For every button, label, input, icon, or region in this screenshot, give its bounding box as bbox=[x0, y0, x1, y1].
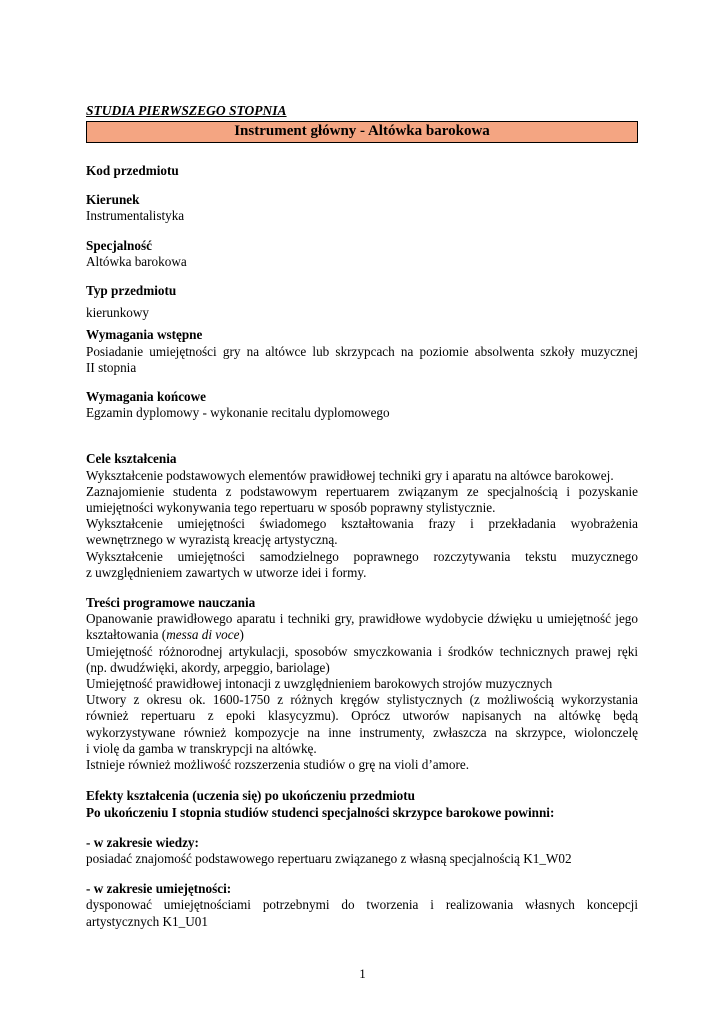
tresci-p4a: Utwory z okresu ok. 1600-1750 z różnych kręgów stylistycznych (z możliwością wykorzystania bbox=[86, 692, 638, 708]
efekty-label2: Po ukończeniu I stopnia studiów studenci specjalności skrzypce barokowe powinni: bbox=[86, 804, 555, 820]
tresci-p4b: również repertuaru z epoki klasycyzmu). Oprócz utworów napisanych na altówkę będą bbox=[86, 708, 638, 724]
tresci-p2a: Umiejętność różnorodnej artykulacji, sposobów smyczkowania i środków technicznych prawej ręki bbox=[86, 643, 638, 659]
specjalnosc-value: Altówka barokowa bbox=[86, 253, 187, 269]
wiedza-text: posiadać znajomość podstawowego repertuaru związanego z własną specjalnością K1_W02 bbox=[86, 850, 572, 866]
cele-p4b: z uwzględnieniem zawartych w utworze idei i formy. bbox=[86, 564, 367, 580]
field-wymagania-wstepne bbox=[86, 327, 638, 376]
wymagania-wstepne-line2: II stopnia bbox=[86, 359, 137, 375]
tresci-p4d: i violę da gamba w transkrypcji na altówkę. bbox=[86, 740, 317, 756]
field-specjalnosc bbox=[86, 238, 638, 270]
tresci-p5: Istnieje również możliwość rozszerzenia studiów o grę na violi d’amore. bbox=[86, 757, 470, 773]
efekty-label1: Efekty kształcenia (uczenia się) po ukończeniu przedmiotu bbox=[86, 788, 415, 804]
course-title: Instrument główny - Altówka barokowa bbox=[86, 121, 638, 143]
document-page bbox=[86, 103, 638, 930]
wiedza-label: - w zakresie wiedzy: bbox=[86, 834, 199, 850]
section-tresci bbox=[86, 595, 638, 773]
umiejetnosci-label: - w zakresie umiejętności: bbox=[86, 881, 232, 897]
umiejetnosci-b: artystycznych K1_U01 bbox=[86, 913, 208, 929]
field-kierunek bbox=[86, 192, 638, 224]
field-wymagania-koncowe bbox=[86, 389, 638, 421]
cele-p3b: wewnętrznego w wyrazistą kreację artystyczną. bbox=[86, 532, 338, 548]
cele-label: Cele kształcenia bbox=[86, 451, 177, 467]
cele-p2b: umiejętności wykonywania tego repertuaru w sposób poprawny stylistycznie. bbox=[86, 500, 496, 516]
tresci-p1b bbox=[86, 627, 638, 643]
page-number: 1 bbox=[359, 966, 366, 981]
kierunek-label: Kierunek bbox=[86, 192, 140, 208]
tresci-p2b: (np. dwudźwięki, akordy, arpeggio, bariolage) bbox=[86, 659, 330, 675]
section-efekty bbox=[86, 788, 638, 929]
wymagania-wstepne-line1: Posiadanie umiejętności gry na altówce lub skrzypcach na poziomie absolwenta szkoły muzycznej bbox=[86, 343, 638, 359]
section-cele bbox=[86, 451, 638, 581]
tresci-p1b-post: ) bbox=[239, 627, 244, 643]
wymagania-koncowe-label: Wymagania końcowe bbox=[86, 389, 207, 405]
cele-p1: Wykształcenie podstawowych elementów prawidłowej techniki gry i aparatu na altówce barokowej. bbox=[86, 467, 614, 483]
cele-p4a: Wykształcenie umiejętności samodzielnego poprawnego rozczytywania tekstu muzycznego bbox=[86, 548, 638, 564]
tresci-p1a: Opanowanie prawidłowego aparatu i techniki gry, prawidłowe wydobycie dźwięku u umiejętność jego bbox=[86, 611, 638, 627]
typ-label: Typ przedmiotu bbox=[86, 283, 177, 299]
cele-p2a: Zaznajomienie studenta z podstawowym repertuarem związanym ze specjalnością i pozyskanie bbox=[86, 483, 638, 499]
tresci-p1b-italic: messa di voce bbox=[166, 627, 240, 643]
specjalnosc-label: Specjalność bbox=[86, 237, 152, 253]
tresci-label: Treści programowe nauczania bbox=[86, 595, 256, 611]
kierunek-value: Instrumentalistyka bbox=[86, 208, 185, 224]
tresci-p1b-pre: kształtowania ( bbox=[86, 627, 167, 643]
typ-value: kierunkowy bbox=[86, 305, 149, 321]
wymagania-wstepne-label: Wymagania wstępne bbox=[86, 327, 203, 343]
tresci-p4c: wykorzystywane również kompozycje na inne instrumenty, zwłaszcza na skrzypce, wiolonczelę bbox=[86, 724, 638, 740]
field-kod bbox=[86, 163, 638, 179]
wymagania-koncowe-value: Egzamin dyplomowy - wykonanie recitalu dyplomowego bbox=[86, 405, 390, 421]
cele-p3a: Wykształcenie umiejętności świadomego kształtowania frazy i przekładania wyobrażenia bbox=[86, 516, 638, 532]
kod-label: Kod przedmiotu bbox=[86, 163, 179, 178]
tresci-p3: Umiejętność prawidłowej intonacji z uwzględnieniem barokowych strojów muzycznych bbox=[86, 676, 553, 692]
field-typ bbox=[86, 283, 638, 321]
study-level-heading: STUDIA PIERWSZEGO STOPNIA bbox=[86, 103, 287, 118]
umiejetnosci-a: dysponować umiejętnościami potrzebnymi do tworzenia i realizowania własnych koncepcji bbox=[86, 897, 638, 913]
